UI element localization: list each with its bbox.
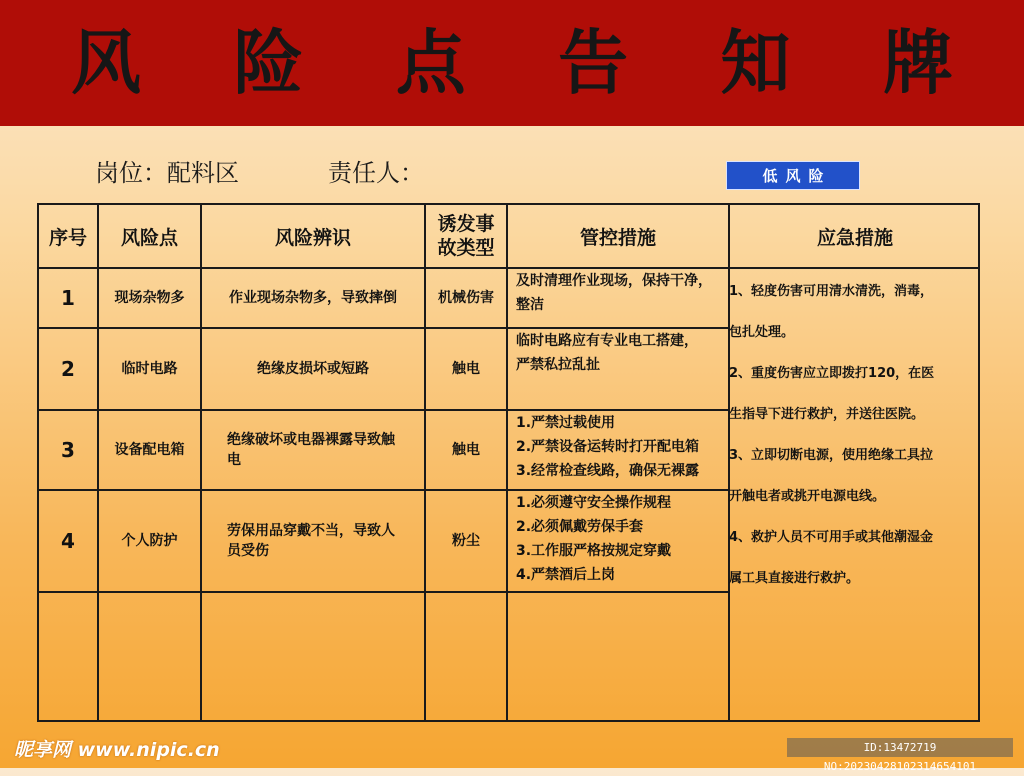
emergency-line: 3、立即切断电源，使用绝缘工具拉 [729, 448, 934, 463]
page-title: 风 险 点 告 知 牌 [71, 22, 987, 104]
control-line: 1.必须遵守安全操作规程 [516, 495, 672, 511]
row-risk-point: 设备配电箱 [114, 442, 185, 458]
risk-level-badge: 低风险 [726, 161, 860, 190]
row-risk-identify: 劳保用品穿戴不当，导致人员受伤 [227, 523, 395, 559]
header-accident-type-line1: 诱发事 [437, 213, 495, 235]
col-divider [506, 205, 508, 720]
row-risk-point: 个人防护 [121, 533, 178, 549]
header-emergency: 应急措施 [816, 226, 893, 249]
row-risk-identify: 绝缘破坏或电器裸露导致触电 [227, 432, 395, 468]
responsible-label: 责任人： [328, 159, 424, 187]
row-accident-type: 粉尘 [452, 533, 480, 549]
emergency-line: 开触电者或挑开电源电线。 [729, 489, 886, 504]
row-control [516, 491, 728, 591]
row-accident-type: 触电 [452, 442, 480, 458]
emergency-line: 属工具直接进行救护。 [729, 571, 860, 586]
row-control [516, 269, 728, 327]
control-line: 临时电路应有专业电工搭建， [516, 333, 698, 349]
row-risk-identify: 作业现场杂物多，导致摔倒 [229, 290, 397, 306]
post-label: 岗位：配料区 [95, 159, 239, 187]
risk-table [37, 203, 980, 722]
control-line: 及时清理作业现场，保持干净， [516, 273, 712, 289]
control-line: 3.工作服严格按规定穿戴 [516, 543, 672, 559]
row-seq: 1 [61, 286, 75, 310]
emergency-line: 1、轻度伤害可用清水清洗，消毒， [729, 284, 934, 299]
row-risk-point: 临时电路 [121, 361, 178, 377]
control-line: 2.必须佩戴劳保手套 [516, 519, 644, 535]
header-risk-identify: 风险辨识 [274, 226, 351, 249]
row-seq: 3 [61, 438, 75, 462]
row-divider [39, 591, 730, 593]
row-seq: 2 [61, 357, 75, 381]
header-accident-type [426, 205, 506, 267]
header-accident-type-line2: 故类型 [437, 237, 495, 259]
row-control [516, 411, 728, 489]
watermark-logo: 昵享网 www.nipic.cn [14, 739, 220, 761]
row-seq: 4 [61, 529, 75, 553]
emergency-measures [729, 271, 977, 599]
row-accident-type: 机械伤害 [438, 290, 494, 306]
row-control [516, 329, 728, 409]
title-banner [0, 0, 1024, 126]
control-line: 2.严禁设备运转时打开配电箱 [516, 439, 700, 455]
control-line: 严禁私拉乱扯 [516, 357, 600, 373]
control-line: 3.经常检查线路，确保无裸露 [516, 463, 700, 479]
emergency-line: 4、救护人员不可用手或其他潮湿金 [729, 530, 934, 545]
control-line: 4.严禁酒后上岗 [516, 567, 616, 583]
emergency-line: 生指导下进行救护，并送往医院。 [729, 407, 925, 422]
row-accident-type: 触电 [452, 361, 480, 377]
control-line: 整洁 [516, 297, 544, 313]
row-risk-point: 现场杂物多 [114, 290, 185, 306]
header-control: 管控措施 [579, 226, 656, 249]
emergency-line: 2、重度伤害应立即拨打120，在医 [729, 366, 935, 381]
control-line: 1.严禁过载使用 [516, 415, 616, 431]
header-risk-point: 风险点 [120, 226, 178, 249]
emergency-line: 包扎处理。 [729, 325, 795, 340]
row-risk-identify: 绝缘皮损坏或短路 [257, 361, 369, 377]
header-seq: 序号 [48, 226, 87, 249]
watermark-id: ID:13472719 NO:20230428102314654101 [787, 738, 1013, 757]
